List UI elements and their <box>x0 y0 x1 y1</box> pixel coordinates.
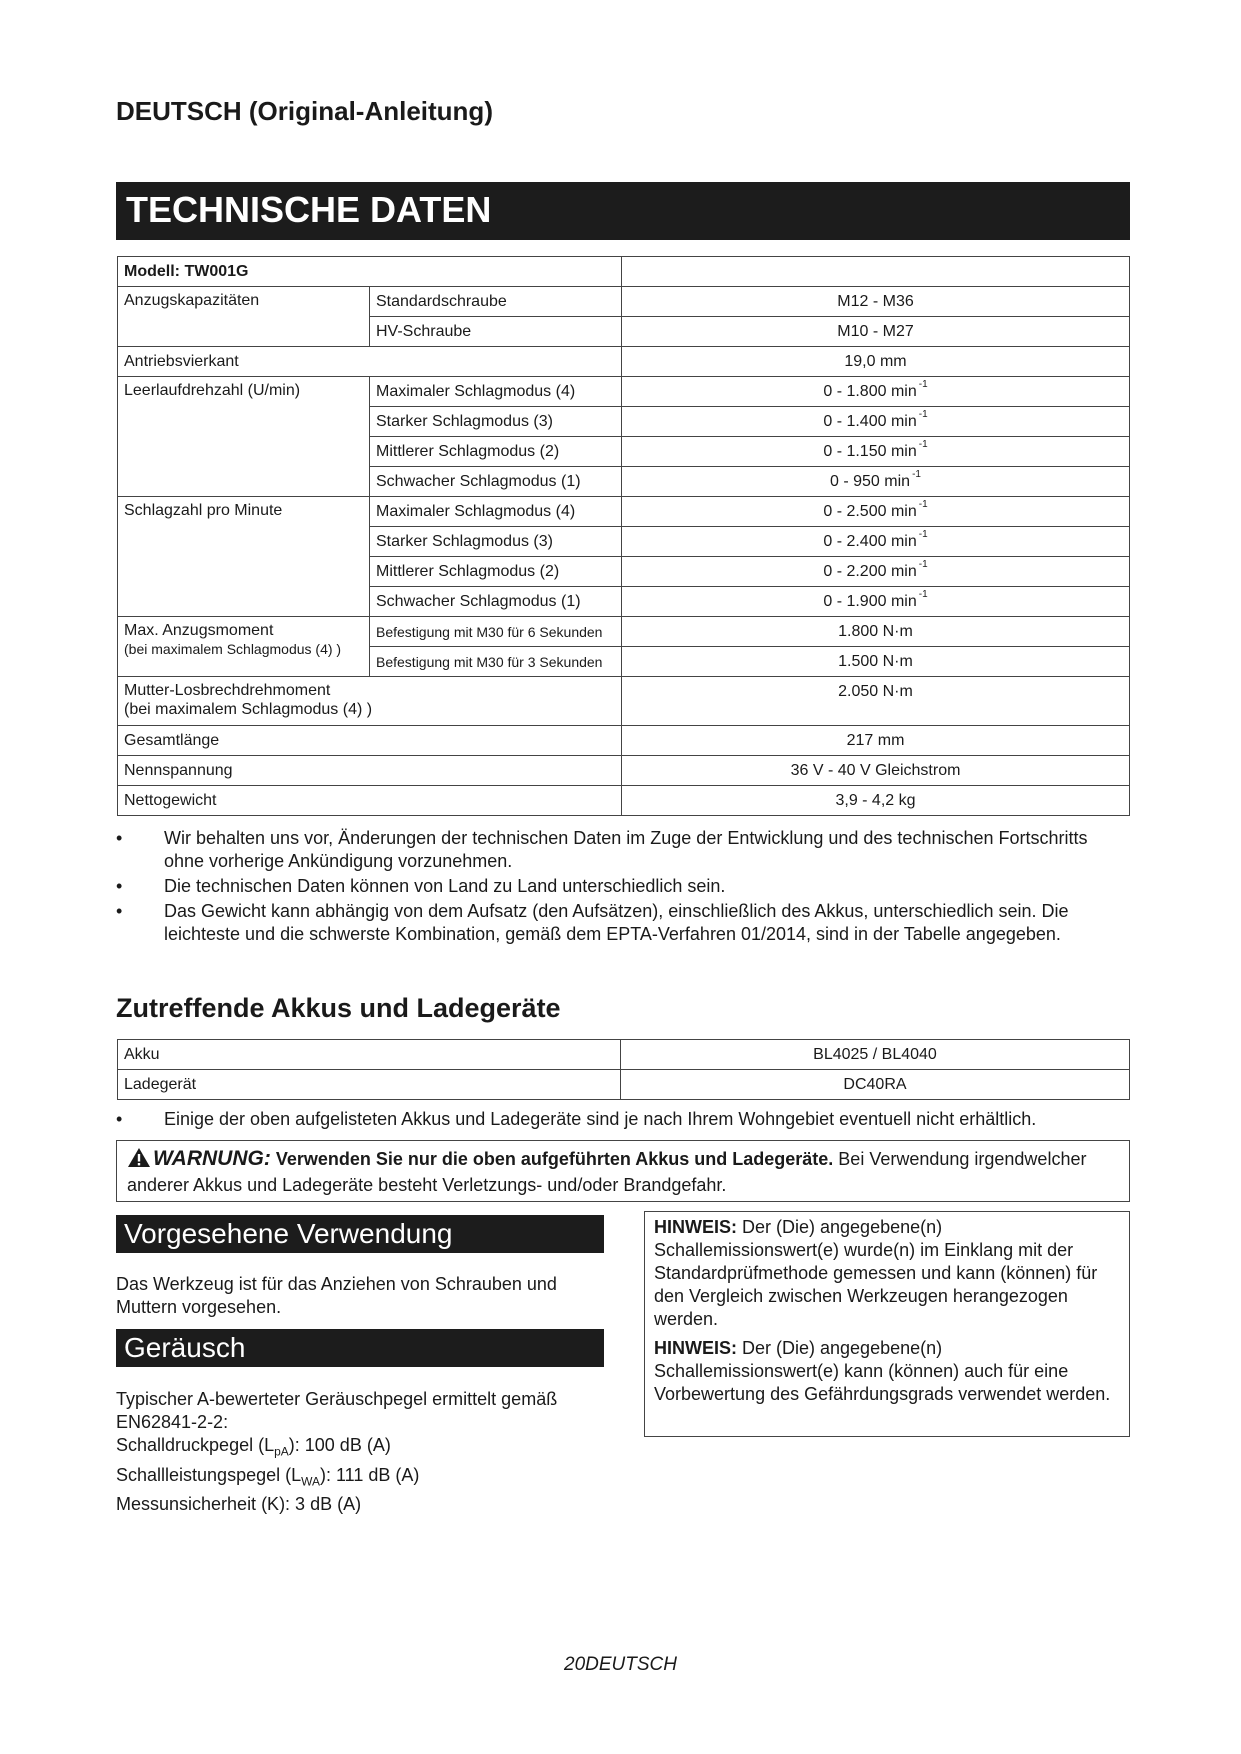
warning-text: Bei Verwendung irgendwelcher anderer Akkus und Ladegeräte besteht Verletzungs- und/oder Brandgefahr. <box>127 1149 1087 1195</box>
table-row <box>118 617 1130 647</box>
warning-word: WARNUNG: <box>153 1147 271 1170</box>
charger-label: Ladegerät <box>118 1070 621 1100</box>
warning-box <box>116 1140 1130 1202</box>
page-number: 20 <box>564 1654 586 1675</box>
table-row <box>118 677 1130 726</box>
table-row <box>118 756 1130 786</box>
uncertainty-line: Messunsicherheit (K): 3 dB (A) <box>116 1494 362 1515</box>
breakaway-label <box>118 677 622 726</box>
impacts-mode-4: Maximaler Schlagmodus (4) <box>370 497 622 527</box>
torque-label-line1: Max. Anzugsmoment <box>124 622 274 639</box>
charger-value: DC40RA <box>621 1070 1130 1100</box>
noise-text <box>116 1388 616 1516</box>
torque-label <box>118 617 370 677</box>
noload-value-1: 0 - 950 min $^{-1}$ <box>622 467 1130 497</box>
page-footer <box>0 1654 1241 1676</box>
model-cell: Modell: TW001G <box>118 257 622 287</box>
hinweis-note-1: HINWEIS: Der (Die) angegebene(n) Schallemissionswert(e) wurde(n) im Einklang mit der Standardprüfmethode gemessen und kann (können) für den Vergleich zwischen Werkzeugen herangezogen werden. <box>654 1217 1098 1329</box>
list-item: • Einige der oben aufgelisteten Akkus und Ladegeräte sind je nach Ihrem Wohngebiet eventuell nicht erhältlich. <box>116 1108 1130 1131</box>
breakaway-value: 2.050 N·m <box>622 677 1130 726</box>
torque-condition-6s: Befestigung mit M30 für 6 Sekunden <box>370 617 622 647</box>
intended-use-text: Das Werkzeug ist für das Anziehen von Schrauben und Muttern vorgesehen. <box>116 1274 557 1317</box>
batteries-notes-list <box>116 1108 1130 1133</box>
technical-data-heading: TECHNISCHE DATEN <box>116 182 1130 240</box>
weight-label: Nettogewicht <box>118 786 622 816</box>
voltage-value: 36 V - 40 V Gleichstrom <box>622 756 1130 786</box>
sound-pressure-line: Schalldruckpegel $(L_{pA})$: 100 dB (A) <box>116 1435 391 1459</box>
breakaway-label-line2: (bei maximalem Schlagmodus (4) ) <box>124 701 373 718</box>
impacts-mode-1: Schwacher Schlagmodus (1) <box>370 587 622 617</box>
noload-mode-1: Schwacher Schlagmodus (1) <box>370 467 622 497</box>
footer-language: DEUTSCH <box>585 1654 677 1675</box>
intended-use-heading: Vorgesehene Verwendung <box>116 1215 604 1253</box>
warning-triangle-icon <box>127 1147 151 1174</box>
weight-value: 3,9 - 4,2 kg <box>622 786 1130 816</box>
table-row <box>118 786 1130 816</box>
sound-power-line: Schallleistungspegel $(L_{WA})$: 111 dB (A) <box>116 1464 420 1489</box>
impacts-value-4: 0 - 2.500 min $^{-1}$ <box>622 497 1130 527</box>
hinweis-box <box>644 1211 1130 1437</box>
length-label: Gesamtlänge <box>118 726 622 756</box>
impacts-value-1: 0 - 1.900 min $^{-1}$ <box>622 587 1130 617</box>
voltage-label: Nennspannung <box>118 756 622 786</box>
torque-condition-3s: Befestigung mit M30 für 3 Sekunden <box>370 647 622 677</box>
noise-heading: Geräusch <box>116 1329 604 1367</box>
table-row <box>118 377 1130 407</box>
torque-value-6s: 1.800 N·m <box>622 617 1130 647</box>
noload-label: Leerlaufdrehzahl (U/min) <box>118 377 370 497</box>
list-item: • Die technischen Daten können von Land zu Land unterschiedlich sein. <box>116 875 1130 898</box>
table-row <box>118 1040 1130 1070</box>
noload-mode-4: Maximaler Schlagmodus (4) <box>370 377 622 407</box>
battery-label: Akku <box>118 1040 621 1070</box>
noload-value-4: 0 - 1.800 min $^{-1}$ <box>622 377 1130 407</box>
noload-mode-3: Starker Schlagmodus (3) <box>370 407 622 437</box>
batteries-heading: Zutreffende Akkus und Ladegeräte <box>116 993 561 1023</box>
batteries-table <box>117 1039 1130 1100</box>
breakaway-label-line1: Mutter-Losbrechdrehmoment <box>124 682 331 699</box>
torque-label-line2: (bei maximalem Schlagmodus (4) ) <box>124 641 342 657</box>
impacts-label: Schlagzahl pro Minute <box>118 497 370 617</box>
torque-value-3s: 1.500 N·m <box>622 647 1130 677</box>
noload-value-2: 0 - 1.150 min $^{-1}$ <box>622 437 1130 467</box>
warning-bold-text: Verwenden Sie nur die oben aufgeführten Akkus und Ladegeräte. <box>275 1149 834 1169</box>
capacity-standard-label: Standardschraube <box>370 287 622 317</box>
battery-value: BL4025 / BL4040 <box>621 1040 1130 1070</box>
drive-label: Antriebsvierkant <box>118 347 622 377</box>
list-item: • Wir behalten uns vor, Änderungen der technischen Daten im Zuge der Entwicklung und des technischen Fortschritts ohne vorherige Ankündigung vorzunehmen. <box>116 827 1130 873</box>
page-language-title: DEUTSCH (Original-Anleitung) <box>116 96 493 126</box>
impacts-value-3: 0 - 2.400 min $^{-1}$ <box>622 527 1130 557</box>
length-value: 217 mm <box>622 726 1130 756</box>
capacity-standard-value: M12 - M36 <box>622 287 1130 317</box>
table-row <box>118 287 1130 317</box>
table-row <box>118 257 1130 287</box>
capacity-hv-value: M10 - M27 <box>622 317 1130 347</box>
drive-value: 19,0 mm <box>622 347 1130 377</box>
capacity-label: Anzugskapazitäten <box>118 287 370 347</box>
technical-data-table <box>117 256 1130 816</box>
noise-intro: Typischer A-bewerteter Geräuschpegel ermittelt gemäß EN62841-2-2: <box>116 1389 558 1432</box>
list-item: • Das Gewicht kann abhängig von dem Aufsatz (den Aufsätzen), einschließlich des Akkus, unterschiedlich sein. Die leichteste und die schwerste Kombination, gemäß dem EPTA-Verfahren 01/2014, sind in der Tabelle angegeben. <box>116 900 1130 946</box>
capacity-hv-label: HV-Schraube <box>370 317 622 347</box>
noload-mode-2: Mittlerer Schlagmodus (2) <box>370 437 622 467</box>
spec-notes-list <box>116 827 1130 948</box>
noload-value-3: 0 - 1.400 min $^{-1}$ <box>622 407 1130 437</box>
impacts-value-2: 0 - 2.200 min $^{-1}$ <box>622 557 1130 587</box>
table-row <box>118 1070 1130 1100</box>
table-row <box>118 347 1130 377</box>
hinweis-note-2: HINWEIS: Der (Die) angegebene(n) Schallemissionswert(e) kann (können) auch für eine Vorbewertung des Gefährdungsgrads verwendet werden. <box>654 1338 1111 1404</box>
impacts-mode-2: Mittlerer Schlagmodus (2) <box>370 557 622 587</box>
impacts-mode-3: Starker Schlagmodus (3) <box>370 527 622 557</box>
table-row <box>118 497 1130 527</box>
table-row <box>118 726 1130 756</box>
